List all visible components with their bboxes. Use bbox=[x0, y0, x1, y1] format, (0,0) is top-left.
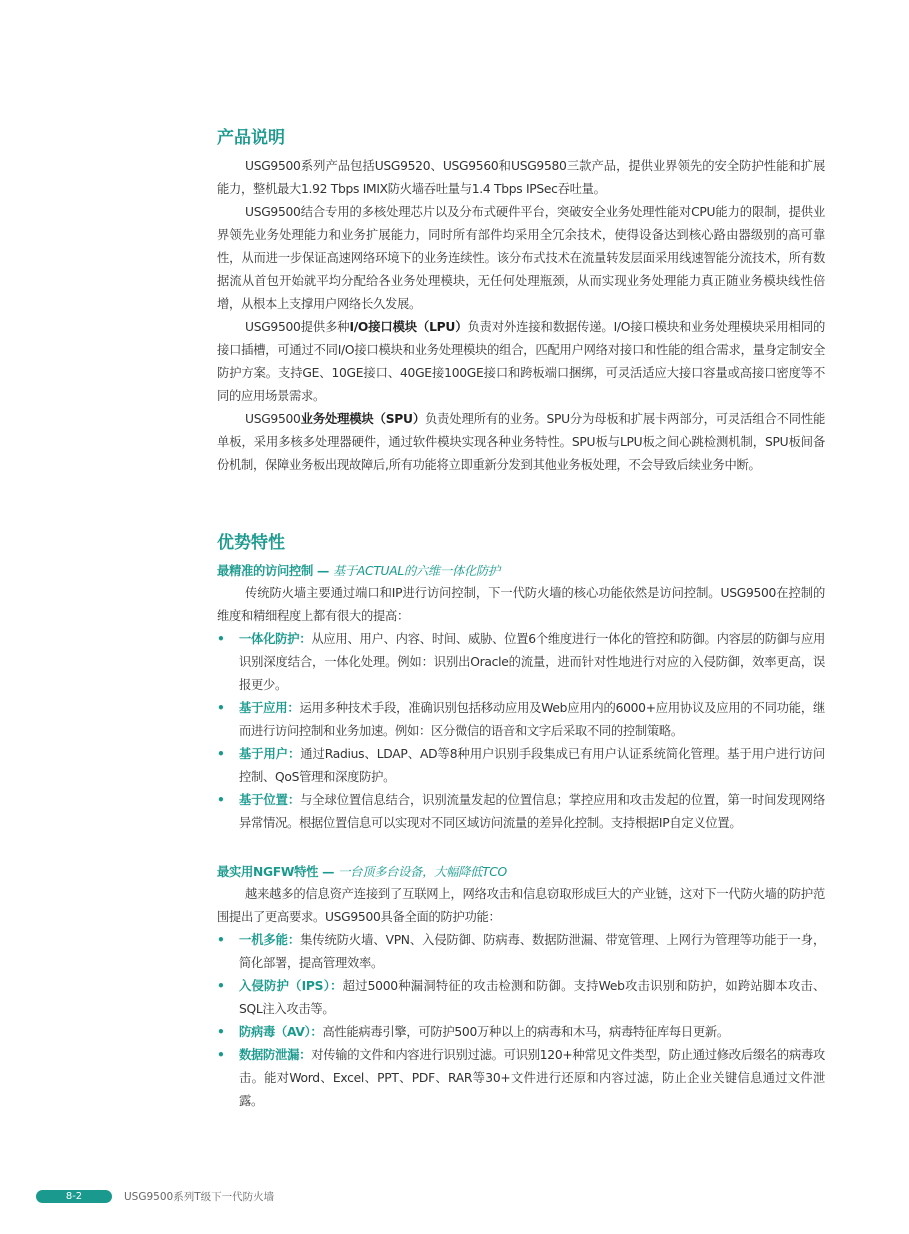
page-number-badge: 8-2 bbox=[36, 1190, 112, 1203]
footer-doc-title: USG9500系列T级下一代防火墙 bbox=[124, 1190, 275, 1203]
list-item: • 基于位置：与全球位置信息结合，识别流量发起的位置信息；掌控应用和攻击发起的位置，第一时间发现网络异常情况。根据位置信息可以实现对不同区域访问流量的差异化控制。支持根据IP自定义位置。 bbox=[217, 789, 825, 835]
section-title-advantages: 优势特性 bbox=[217, 533, 285, 553]
list-item: • 数据防泄漏：对传输的文件和内容进行识别过滤。可识别120+种常见文件类型，防止通过修改后缀名的病毒攻击。能对Word、Excel、PPT、PDF、RAR等30+文件进行还原和内容过滤，防止企业关键信息通过文件泄露。 bbox=[217, 1044, 825, 1113]
bullet-icon: • bbox=[217, 933, 225, 947]
section-title-product-description: 产品说明 bbox=[217, 128, 285, 148]
list-item: • 入侵防护（IPS）：超过5000种漏洞特征的攻击检测和防御。支持Web攻击识别和防护，如跨站脚本攻击、SQL注入攻击等。 bbox=[217, 975, 825, 1021]
page-footer bbox=[36, 1189, 274, 1203]
bullet-icon: • bbox=[217, 979, 225, 993]
paragraph: USG9500提供多种I/O接口模块（LPU）负责对外连接和数据传递。I/O接口模块和业务处理模块采用相同的接口插槽，可通过不同I/O接口模块和业务处理模块的组合，匹配用户网络对接口和性能的组合需求，量身定制安全防护方案。支持GE、10GE接口、40GE接100GE接口和跨板端口捆绑，可灵活适应大接口容量或高接口密度等不同的应用场景需求。 bbox=[217, 320, 825, 403]
subsection-heading: 最实用NGFW特性 — 一台顶多台设备，大幅降低TCO bbox=[217, 865, 507, 879]
list-item: • 基于用户：通过Radius、LDAP、AD等8种用户识别手段集成已有用户认证系统简化管理。基于用户进行访问控制、QoS管理和深度防护。 bbox=[217, 743, 825, 789]
bullet-icon: • bbox=[217, 793, 225, 807]
paragraph: 越来越多的信息资产连接到了互联网上，网络攻击和信息窃取形成巨大的产业链，这对下一代防火墙的防护范围提出了更高要求。USG9500具备全面的防护功能： bbox=[217, 887, 825, 924]
feature-list bbox=[217, 628, 825, 835]
bullet-icon: • bbox=[217, 632, 225, 646]
subsection-heading: 最精准的访问控制 — 基于ACTUAL的六维一体化防护 bbox=[217, 564, 500, 578]
list-item: • 一机多能：集传统防火墙、VPN、入侵防御、防病毒、数据防泄漏、带宽管理、上网行为管理等功能于一身，简化部署，提高管理效率。 bbox=[217, 929, 825, 975]
paragraph: USG9500结合专用的多核处理芯片以及分布式硬件平台，突破安全业务处理性能对CPU能力的限制，提供业界领先业务处理能力和业务扩展能力，同时所有部件均采用全冗余技术，使得设备达到核心路由器级别的高可靠性，从而进一步保证高速网络环境下的业务连续性。该分布式技术在流量转发层面采用线速智能分流技术，所有数据流从首包开始就平均分配给各业务处理模块，无任何处理瓶颈，从而实现业务处理能力真正随业务模块线性倍增，从根本上支撑用户网络长久发展。 bbox=[217, 205, 825, 311]
page-content bbox=[217, 126, 825, 1113]
bullet-icon: • bbox=[217, 747, 225, 761]
bullet-icon: • bbox=[217, 1025, 225, 1039]
bullet-icon: • bbox=[217, 701, 225, 715]
feature-list bbox=[217, 929, 825, 1113]
bullet-icon: • bbox=[217, 1048, 225, 1062]
list-item: • 防病毒（AV）：高性能病毒引擎，可防护500万种以上的病毒和木马，病毒特征库每日更新。 bbox=[217, 1021, 825, 1044]
list-item: • 基于应用：运用多种技术手段，准确识别包括移动应用及Web应用内的6000+应用协议及应用的不同功能，继而进行访问控制和业务加速。例如：区分微信的语音和文字后采取不同的控制策略。 bbox=[217, 697, 825, 743]
list-item: • 一体化防护：从应用、用户、内容、时间、威胁、位置6个维度进行一体化的管控和防御。内容层的防御与应用识别深度结合，一体化处理。例如：识别出Oracle的流量，进而针对性地进行对应的入侵防御，效率更高，误报更少。 bbox=[217, 628, 825, 697]
paragraph: USG9500系列产品包括USG9520、USG9560和USG9580三款产品，提供业界领先的安全防护性能和扩展能力，整机最大1.92 Tbps IMIX防火墙吞吐量与1.4 Tbps IPSec吞吐量。 bbox=[217, 159, 825, 196]
paragraph: USG9500业务处理模块（SPU）负责处理所有的业务。SPU分为母板和扩展卡两部分，可灵活组合不同性能单板，采用多核多处理器硬件，通过软件模块实现各种业务特性。SPU板与LPU板之间心跳检测机制，SPU板间备份机制，保障业务板出现故障后,所有功能将立即重新分发到其他业务板处理，不会导致后续业务中断。 bbox=[217, 412, 825, 472]
paragraph: 传统防火墙主要通过端口和IP进行访问控制，下一代防火墙的核心功能依然是访问控制。USG9500在控制的维度和精细程度上都有很大的提高： bbox=[217, 586, 825, 623]
